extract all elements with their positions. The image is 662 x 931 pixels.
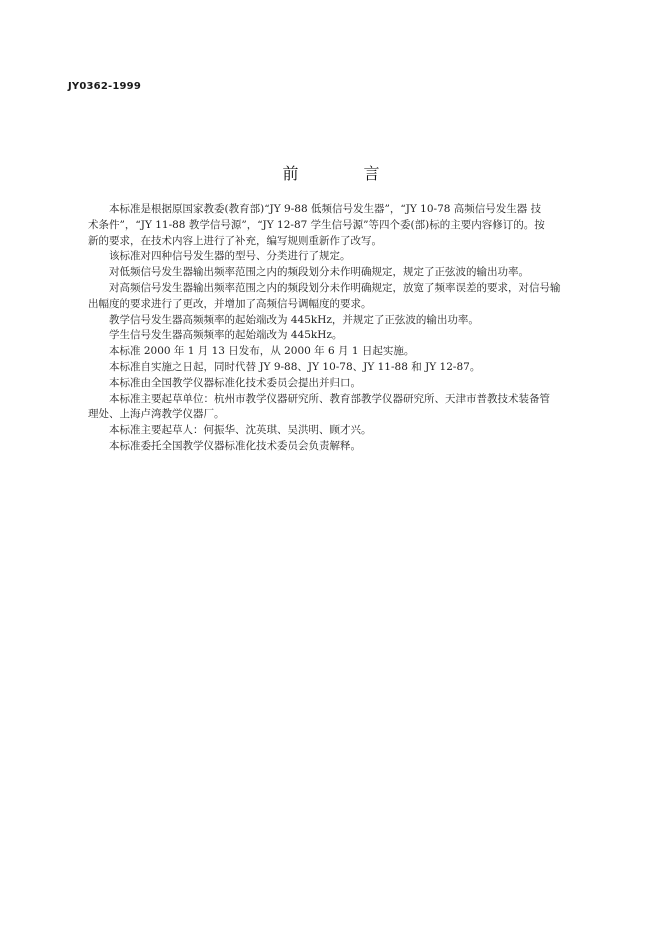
paragraph-student-generator [88,328,588,344]
paragraph-drafting-units-line-1: 本标准主要起草单位：杭州市教学仪器研究所、教育部教学仪器研究所、天津市普教技术装备管 [109,392,550,405]
paragraph-drafters-line-1: 本标准主要起草人：何振华、沈英琪、吴洪明、顾才兴。 [109,424,372,437]
paragraph-replacement [88,360,588,376]
paragraph-teaching-generator-line-1: 教学信号发生器高频频率的起始端改为 445kHz，并规定了正弦波的输出功率。 [109,313,479,326]
paragraph-drafting-units [88,392,588,424]
paragraph-high-frequency-line-1: 对高频信号发生器输出频率范围之内的频段划分未作明确规定，放宽了频率误差的要求，对信号输 [109,281,561,294]
page-title: 前 言 [282,164,410,183]
paragraph-student-generator-line-1: 学生信号发生器高频频率的起始端改为 445kHz。 [109,329,343,342]
paragraph-release-date [88,344,588,360]
paragraph-teaching-generator [88,313,588,329]
paragraph-origin-line-2: 术条件”，“JY 11-88 教学信号源”，“JY 12-87 学生信号源”等四个委(部)标的主要内容修订的。按 [88,218,545,231]
document-code: JY0362-1999 [68,81,141,92]
paragraph-origin-line-1: 本标准是根据原国家教委(教育部)“JY 9-88 低频信号发生器”，“JY 10-78 高频信号发生器 技 [109,203,542,215]
paragraph-interpretation-line-1: 本标准委托全国教学仪器标准化技术委员会负责解释。 [109,439,361,452]
foreword-body [88,202,588,455]
paragraph-drafting-units-line-2: 理处、上海卢湾教学仪器厂。 [88,408,225,421]
paragraph-high-frequency [88,281,588,313]
paragraph-proposer [88,376,588,392]
paragraph-proposer-line-1: 本标准由全国教学仪器标准化技术委员会提出并归口。 [109,376,361,389]
paragraph-origin [88,202,588,249]
paragraph-classification [88,249,588,265]
paragraph-release-date-line-1: 本标准 2000 年 1 月 13 日发布，从 2000 年 6 月 1 日起实施。 [109,345,415,358]
paragraph-drafters [88,423,588,439]
paragraph-classification-line-1: 该标准对四种信号发生器的型号、分类进行了规定。 [109,250,351,263]
paragraph-replacement-line-1: 本标准自实施之日起，同时代替 JY 9-88、JY 10-78、JY 11-88 和 JY 12-87。 [109,360,481,373]
paragraph-interpretation [88,439,588,455]
paragraph-origin-line-3: 新的要求，在技术内容上进行了补充，编写规则重新作了改写。 [88,234,382,247]
paragraph-low-frequency [88,265,588,281]
paragraph-low-frequency-line-1: 对低频信号发生器输出频率范围之内的频段划分未作明确规定，规定了正弦波的输出功率。 [109,266,529,279]
paragraph-high-frequency-line-2: 出幅度的要求进行了更改，并增加了高频信号调幅度的要求。 [88,297,372,310]
